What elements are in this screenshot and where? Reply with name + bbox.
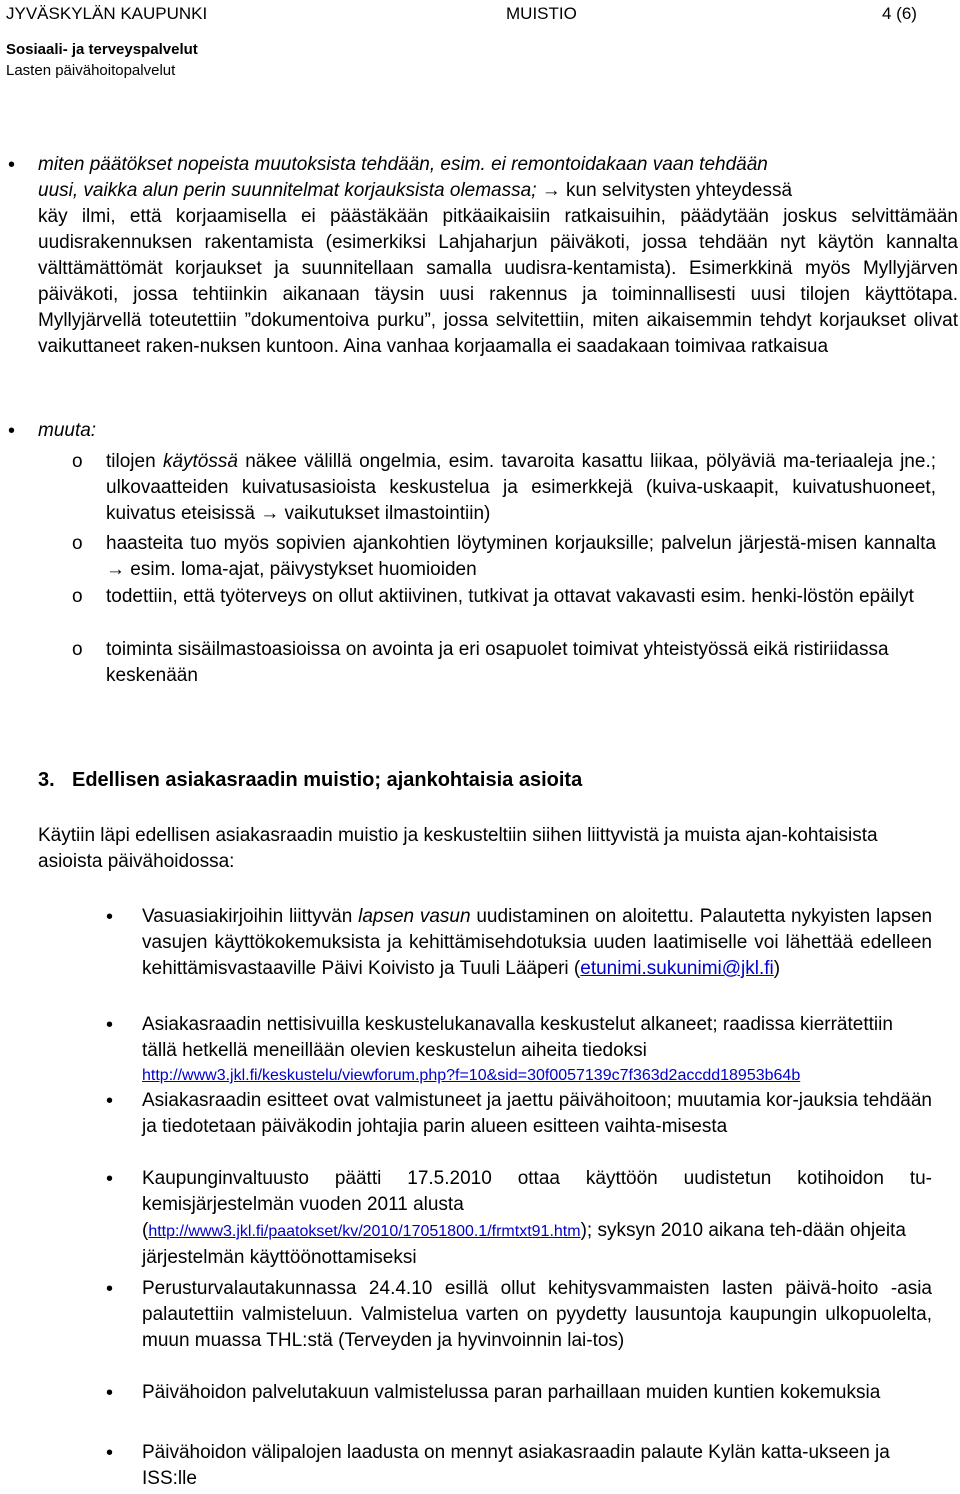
bullet-icon: • — [106, 1382, 114, 1404]
item-forum: Asiakasraadin nettisivuilla keskustelukanavalla keskustelut alkaneet; raadissa kierrätettiin tällä hetkellä meneillään olevien keskustelun aiheita tiedoksi http://www3.jkl.fi/keskustelu/viewforum.php?f=10&sid=30f0057139c7f363d2accdd18953b64b — [142, 1014, 893, 1084]
decision-link[interactable]: http://www3.jkl.fi/paatokset/kv/2010/17051800.1/frmtxt91.htm — [148, 1223, 581, 1240]
decisions-line-2: uusi, vaikka alun perin suunnitelmat korjauksista olemassa; → kun selvitysten yhteydessä — [38, 180, 793, 201]
bullet-icon: • — [8, 154, 16, 176]
sub-item-challenges: haasteita tuo myös sopivien ajankohtien löytyminen korjauksille; palvelun järjestä-misen kannalta → esim. loma-ajat, päivystykset huomioiden — [106, 533, 936, 580]
unit: Lasten päivähoitopalvelut — [6, 62, 176, 79]
item-brochures: Asiakasraadin esitteet ovat valmistuneet ja jaettu päivähoitoon; muutamia kor-jauksia tehdään ja tiedotetaan päiväkodin johtajia parin alueen esitteen vaihta-misesta — [142, 1090, 932, 1137]
page-number: 4 (6) — [882, 4, 917, 23]
section-intro: Käytiin läpi edellisen asiakasraadin muistio ja keskusteltiin siihen liittyvistä ja muista ajan-kohtaisista asioista päivähoidossa: — [38, 825, 878, 872]
section-title: Edellisen asiakasraadin muistio; ajankohtaisia asioita — [72, 769, 583, 791]
circle-bullet-icon: o — [72, 451, 83, 472]
arrow-icon: → — [541, 180, 561, 201]
doc-type: MUISTIO — [506, 4, 577, 23]
circle-bullet-icon: o — [72, 533, 83, 554]
circle-bullet-icon: o — [72, 586, 83, 607]
circle-bullet-icon: o — [72, 639, 83, 660]
decisions-line-1: miten päätökset nopeista muutoksista tehdään, esim. ei remontoidakaan vaan tehdään — [38, 154, 768, 175]
org-name: JYVÄSKYLÄN KAUPUNKI — [6, 4, 208, 23]
item-city-council: Kaupunginvaltuusto päätti 17.5.2010 ottaa käyttöön uudistetun kotihoidon tu-kemisjärjestelmän vuoden 2011 alusta (http://www3.jkl.fi/paatokset/kv/2010/17051800.1/frmtxt91.htm); syksyn 2010 aikana teh-dään ohjeita järjestelmän käyttöönottamiseksi — [142, 1168, 932, 1268]
decisions-rest: käy ilmi, että korjaamisella ei päästäkään pitkäaikaisiin ratkaisuihin, päädytään joskus selvittämään uudisrakennuksen rakentamista (esimerkiksi Lahjaharjun päiväkoti, jossa tehdään nyt käytön kannalta välttämättömät korjaukset ja suunnitellaan samalla uudisra-kentamista). Esimerkkinä myös Myllyjärven päiväkoti, jossa tehtiinkin aikanaan täysin uusi rakennus ja toiminnallisesti uusi tilojen käyttötapa. Myllyjärvellä toteutettiin ”dokumentoiva purku”, jossa selvitettiin, miten aikaisemmin tehdyt korjaukset olivat vaikuttaneet raken-nuksen kuntoon. Aina vanhaa korjaamalla ei saadakaan toimivaa ratkaisua — [38, 206, 958, 357]
forum-link[interactable]: http://www3.jkl.fi/keskustelu/viewforum.php?f=10&sid=30f0057139c7f363d2accdd18953b64b — [142, 1067, 801, 1084]
arrow-icon: → — [106, 559, 125, 580]
bullet-icon: • — [106, 1014, 114, 1036]
sub-item-indoor-air: toiminta sisäilmastoasioissa on avointa ja eri osapuolet toimivat yhteistyössä eikä ristiriidassa keskenään — [106, 639, 889, 686]
item-basic-security-board: Perusturvalautakunnassa 24.4.10 esillä ollut kehitysvammaisten lasten päivä-hoito -asia palautettiin valmisteluun. Valmistelua varten on pyydetty lausuntoja kaupungin ulkopuolelta, muun muassa THL:stä (Terveyden ja hyvinvoinnin lai-tos) — [142, 1278, 932, 1351]
department: Sosiaali- ja terveyspalvelut — [6, 41, 198, 58]
bullet-icon: • — [106, 1442, 114, 1464]
sub-item-occupational-health: todettiin, että työterveys on ollut aktiivinen, tutkivat ja ottavat vakavasti esim. henki-löstön epäilyt — [106, 586, 914, 607]
muuta-label: muuta: — [38, 420, 97, 441]
item-snacks: Päivähoidon välipalojen laadusta on mennyt asiakasraadin palaute Kylän katta-ukseen ja ISS:lle — [142, 1442, 890, 1489]
bullet-icon: • — [106, 906, 114, 928]
item-service-guarantee: Päivähoidon palvelutakuun valmistelussa paran parhaillaan muiden kuntien kokemuksia — [142, 1382, 881, 1403]
section-number: 3. — [38, 769, 55, 791]
paragraph-decisions — [38, 152, 958, 360]
sub-item-spaces: tilojen käytössä näkee välillä ongelmia, esim. tavaroita kasattu liikaa, pölyäviä ma-teriaaleja jne.; ulkovaatteiden kuivatusasioista keskustelua ja esimerkkejä (kuiva-uskaapit, kuivatushuoneet, kuivatus eteisissä → vaikutukset ilmastointiin) — [106, 451, 936, 524]
bullet-icon: • — [106, 1168, 114, 1190]
bullet-icon: • — [106, 1090, 114, 1112]
bullet-icon: • — [106, 1278, 114, 1300]
arrow-icon: → — [260, 503, 280, 524]
bullet-icon: • — [8, 420, 16, 442]
item-vasu: Vasuasiakirjoihin liittyvän lapsen vasun uudistaminen on aloitettu. Palautetta nykyisten lapsen vasujen käyttökokemuksista ja kehittämisehdotuksia uuden laatimiselle voi lähettää edelleen kehittämisvastaaville Päivi Koivisto ja Tuuli Lääperi (etunimi.sukunimi@jkl.fi) — [142, 906, 933, 979]
email-link[interactable]: etunimi.sukunimi@jkl.fi — [580, 958, 774, 979]
